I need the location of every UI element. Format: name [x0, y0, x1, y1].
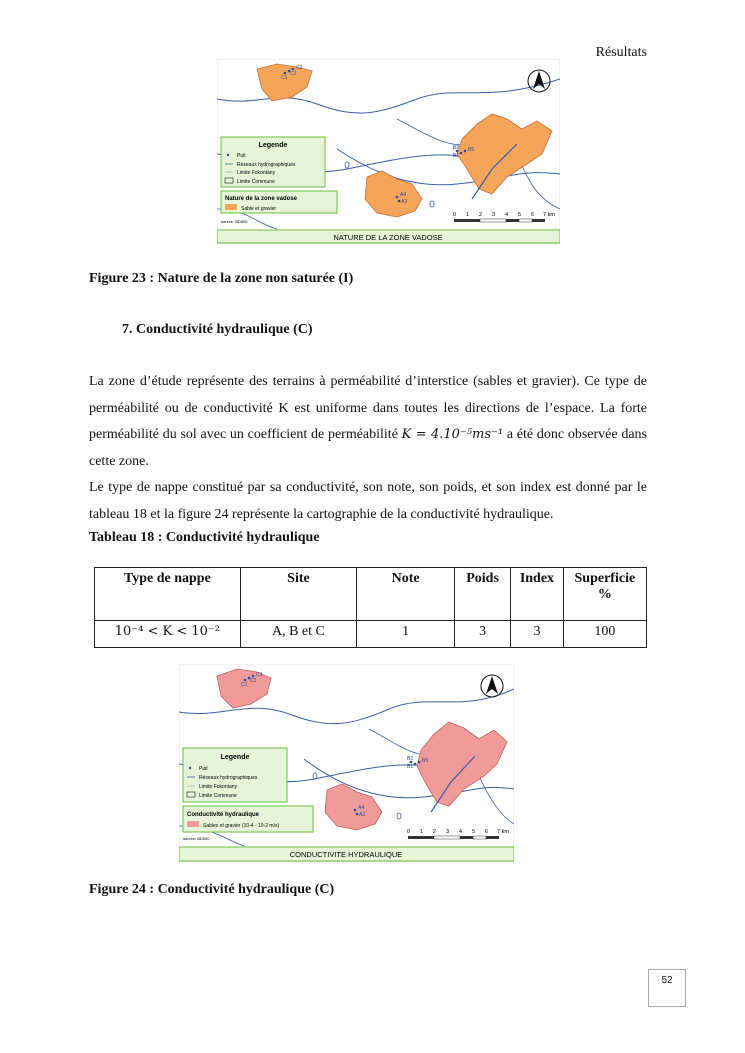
svg-text:C3: C3: [296, 65, 303, 71]
svg-text:B5: B5: [468, 147, 475, 153]
svg-text:A3: A3: [359, 812, 366, 818]
table-cell: 1: [357, 621, 455, 648]
svg-text:2: 2: [479, 212, 483, 218]
table-header: Poids: [454, 568, 510, 621]
map-zone-vadose: [217, 59, 560, 244]
svg-text:Sable et gravier: Sable et gravier: [241, 206, 277, 212]
svg-text:Legende: Legende: [258, 142, 288, 149]
svg-text:B2: B2: [407, 756, 414, 762]
table-cell: 10⁻⁴ < K < 10⁻²: [95, 621, 241, 648]
svg-text:Puit: Puit: [237, 153, 246, 159]
table-header: Note: [357, 568, 455, 621]
svg-text:Limite Fokontany: Limite Fokontany: [237, 170, 276, 176]
table-cell: 3: [511, 621, 564, 648]
page-number: 52: [648, 969, 686, 1007]
svg-text:source: BD500: source: BD500: [221, 219, 248, 224]
svg-text:2: 2: [433, 829, 437, 835]
svg-text:B1: B1: [407, 764, 414, 770]
svg-text:Conductivité hydraulique: Conductivité hydraulique: [187, 812, 260, 818]
svg-text:Sables et gravier (10-4 - 10-2: Sables et gravier (10-4 - 10-2 m/s): [203, 823, 280, 829]
paragraph-table-intro: Le type de nappe constitué par sa conductivité, son note, son poids, et son index est donné par le tableau 18 et la figure 24 représente la cartographie de la conductivité hydraulique.: [89, 480, 647, 522]
svg-text:C2: C2: [250, 678, 257, 684]
svg-text:A3: A3: [401, 199, 408, 205]
section-heading: 7. Conductivité hydraulique (C): [122, 322, 313, 337]
running-header: Résultats: [595, 45, 647, 60]
map-footer-title: CONDUCTIVITE HYDRAULIQUE: [289, 850, 403, 859]
svg-text:Nature de la zone vadose: Nature de la zone vadose: [225, 196, 298, 202]
svg-text:1: 1: [420, 829, 424, 835]
svg-text:0: 0: [453, 212, 457, 218]
svg-text:C3: C3: [256, 672, 263, 678]
svg-text:1: 1: [466, 212, 470, 218]
svg-text:7 km: 7 km: [497, 829, 509, 835]
svg-text:3: 3: [446, 829, 450, 835]
map-conductivite-hydraulique: [179, 664, 514, 862]
svg-text:Legende: Legende: [220, 754, 250, 761]
svg-text:C1: C1: [281, 75, 288, 81]
paragraph-text-b: a été donc observée dans cette zone.: [89, 427, 647, 469]
svg-text:A4: A4: [400, 192, 407, 198]
paragraph-text-a: La zone d’étude représente des terrains à perméabilité d’interstice (sables et gravier). Ce type de perméabilité ou de conductivité K est uniforme dans toutes les directions de l’espace. La forte perméabilité du sol avec un coefficient de perméabilité: [89, 374, 647, 442]
svg-text:Réseaux hydrographiques: Réseaux hydrographiques: [237, 162, 296, 168]
table-cell: A, B et C: [240, 621, 357, 648]
svg-text:4: 4: [459, 829, 463, 835]
conductivity-table: [94, 567, 647, 648]
svg-text:A4: A4: [358, 805, 365, 811]
map-footer-title: NATURE DE LA ZONE VADOSE: [333, 233, 443, 242]
figure-24-caption: Figure 24 : Conductivité hydraulique (C): [89, 882, 335, 897]
table-18-caption: Tableau 18 : Conductivité hydraulique: [89, 530, 320, 545]
table-header: Type de nappe: [95, 568, 241, 621]
svg-text:3: 3: [492, 212, 496, 218]
table-header: Superficie %: [563, 568, 646, 621]
svg-text:6: 6: [485, 829, 489, 835]
svg-text:C2: C2: [290, 71, 297, 77]
figure-23-caption: Figure 23 : Nature de la zone non saturée (I): [89, 271, 354, 286]
table-cell: 3: [454, 621, 510, 648]
svg-text:0: 0: [407, 829, 411, 835]
svg-text:Réseaux hydrographiques: Réseaux hydrographiques: [199, 775, 258, 781]
table-header: Site: [240, 568, 357, 621]
svg-text:Limite Fokontany: Limite Fokontany: [199, 784, 238, 790]
table-header: Index: [511, 568, 564, 621]
svg-text:7 km: 7 km: [543, 212, 555, 218]
table-row: [95, 621, 647, 648]
svg-text:B1: B1: [453, 153, 460, 159]
svg-text:C1: C1: [241, 682, 248, 688]
svg-text:4: 4: [505, 212, 509, 218]
svg-text:5: 5: [472, 829, 476, 835]
svg-text:6: 6: [531, 212, 535, 218]
svg-text:B5: B5: [422, 758, 429, 764]
svg-text:Puit: Puit: [199, 766, 208, 772]
svg-text:5: 5: [518, 212, 522, 218]
svg-text:Limite Commune: Limite Commune: [237, 179, 275, 185]
table-cell: 100: [563, 621, 646, 648]
svg-text:source: BD500: source: BD500: [183, 836, 210, 841]
svg-text:B2: B2: [453, 145, 460, 151]
paragraph-permeability: [89, 369, 647, 528]
map-legend: [221, 137, 337, 224]
svg-text:Limite Commune: Limite Commune: [199, 793, 237, 799]
permeability-formula: K = 4.10⁻⁵ms⁻¹: [401, 427, 504, 442]
